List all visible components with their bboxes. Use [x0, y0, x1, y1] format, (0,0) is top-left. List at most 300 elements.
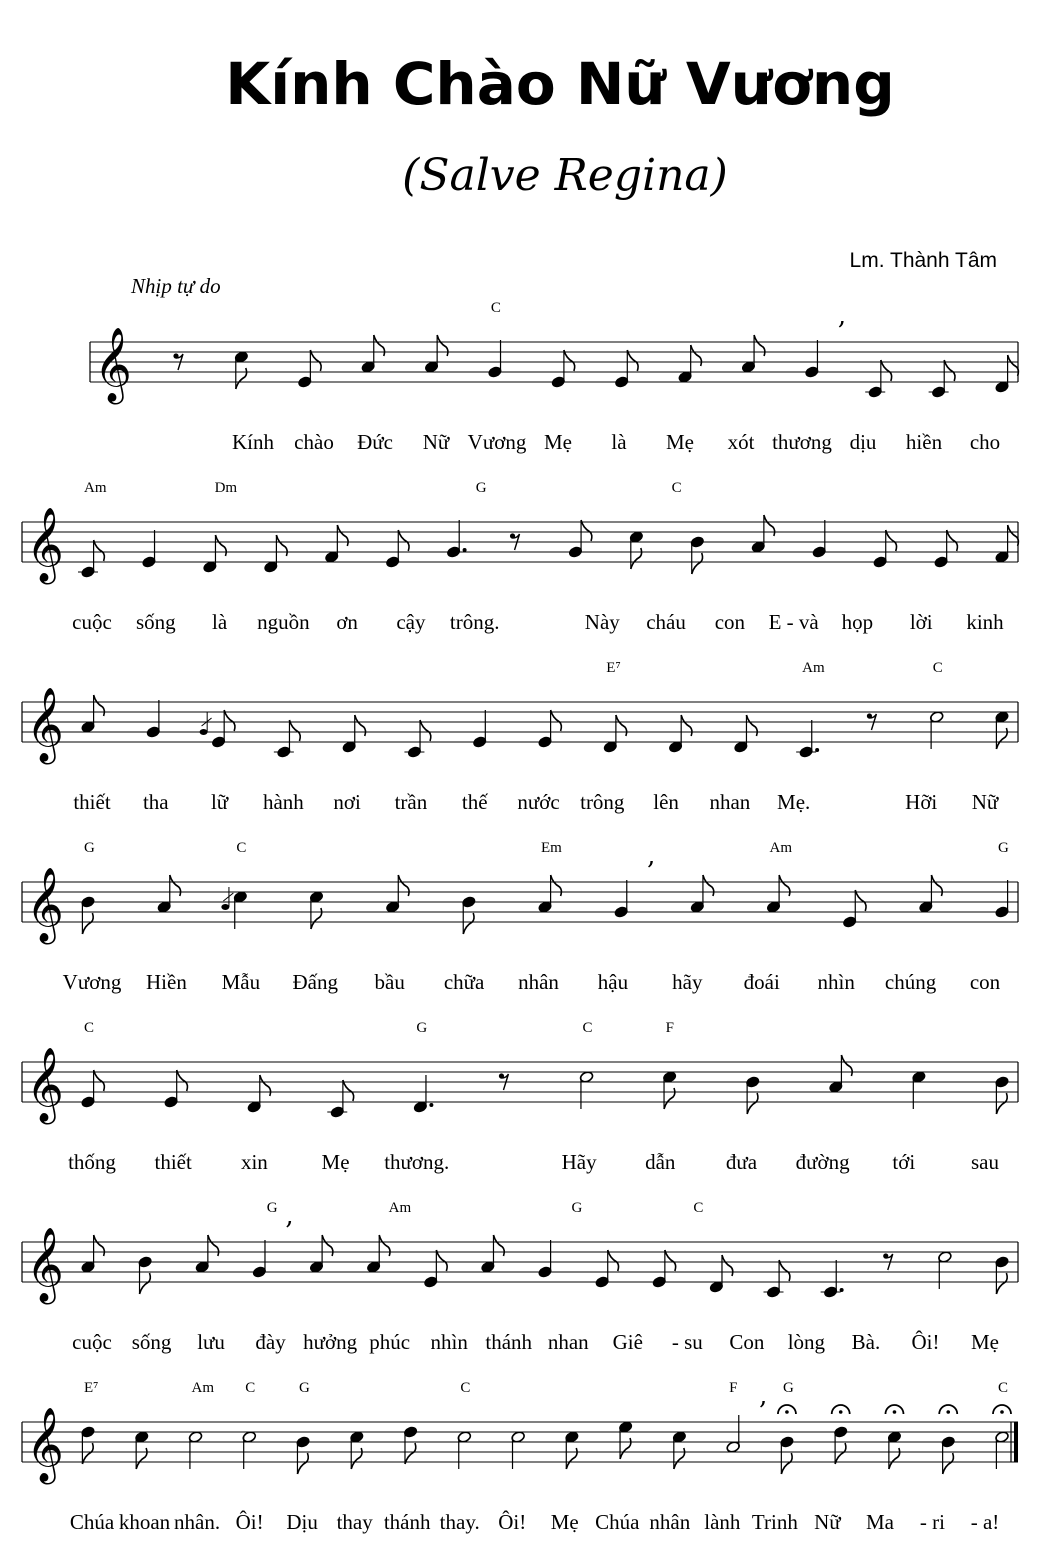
lyric-syllable: Bà.	[851, 1330, 881, 1354]
lyric-syllable: thương	[772, 430, 832, 454]
lyric-syllable: nhân.	[174, 1510, 221, 1534]
lyric-syllable: xót	[727, 430, 755, 454]
lyric-syllable: lưu	[197, 1330, 225, 1354]
note	[929, 711, 944, 749]
lyric-syllable: Con	[729, 1330, 765, 1354]
note-flag	[691, 345, 702, 366]
lyric-syllable: nơi	[333, 790, 361, 814]
chord-symbol: G	[782, 1380, 794, 1396]
lyric-syllable: Ôi!	[911, 1330, 940, 1354]
note	[551, 350, 575, 388]
note	[993, 1405, 1011, 1469]
lyric-syllable: thiết	[154, 1150, 192, 1174]
note	[751, 515, 775, 553]
lyric-syllable: thay.	[439, 1510, 480, 1534]
note-flag	[94, 695, 105, 716]
note	[263, 535, 287, 573]
lyric-syllable: thống	[68, 1150, 116, 1174]
note	[81, 695, 105, 733]
lyric-syllable: bầu	[374, 970, 405, 994]
note-flag	[764, 515, 775, 536]
note	[413, 1075, 433, 1113]
treble-clef-icon: 𝄞	[26, 868, 64, 942]
note	[690, 875, 714, 913]
chord-symbol: F	[665, 1020, 674, 1036]
lyric-syllable: hưởng	[303, 1330, 358, 1354]
chord-symbol: Em	[541, 840, 562, 856]
note-flag	[664, 1088, 675, 1109]
note	[385, 530, 409, 568]
lyric-syllable: Giê	[612, 1330, 643, 1354]
note	[865, 360, 891, 398]
augmentation-dot	[429, 1103, 433, 1107]
note	[832, 1405, 850, 1464]
lyric-syllable: Nữ	[814, 1510, 841, 1534]
note-flag	[564, 350, 575, 371]
note	[138, 1256, 153, 1294]
note	[234, 351, 249, 389]
note-flag	[943, 1453, 954, 1474]
lyric-syllable: thay	[336, 1510, 373, 1534]
note	[342, 715, 366, 753]
note-flag	[322, 1235, 333, 1256]
note	[796, 720, 819, 758]
lyric-syllable: nhan	[709, 790, 751, 814]
note	[221, 887, 247, 929]
note-flag	[566, 1448, 577, 1469]
lyric-syllable: hậu	[597, 970, 629, 994]
lyric-syllable: Mẹ	[550, 1510, 579, 1534]
chord-symbol: Am	[84, 480, 107, 496]
note	[146, 700, 161, 738]
lyric-syllable: Ma	[865, 1510, 894, 1534]
chord-symbol: G	[299, 1380, 310, 1396]
lyric-syllable: khoan	[118, 1510, 171, 1534]
chord-symbol: C	[671, 480, 682, 496]
lyric-syllable: Vương	[62, 970, 122, 994]
lyric-syllable: đoái	[743, 970, 780, 994]
note-flag	[170, 875, 181, 896]
note	[309, 891, 324, 929]
grace-note	[221, 904, 229, 910]
note-flag	[889, 1448, 900, 1469]
treble-clef-icon: 𝄞	[26, 1048, 64, 1122]
note	[929, 360, 955, 398]
note-flag	[835, 1443, 846, 1464]
note-flag	[944, 360, 955, 381]
treble-clef-icon: 𝄞	[94, 328, 132, 402]
note-flag	[82, 1443, 93, 1464]
note-flag	[681, 715, 692, 736]
note	[472, 710, 487, 748]
note	[603, 715, 627, 753]
fermata-icon	[885, 1405, 903, 1414]
staff-system-6	[22, 1200, 1018, 1354]
breath-mark-icon: ,	[647, 841, 656, 871]
note	[461, 896, 476, 934]
lyric-syllable: lòng	[787, 1330, 826, 1354]
fermata-icon	[939, 1405, 957, 1414]
treble-clef-icon: 𝄞	[26, 508, 64, 582]
chord-symbol: C	[998, 1380, 1009, 1396]
note-flag	[996, 1093, 1007, 1114]
note-flag	[398, 530, 409, 551]
lyric-syllable: cuộc	[72, 1330, 112, 1354]
treble-clef-icon: 𝄞	[26, 1408, 64, 1482]
staff-system-1	[90, 300, 1018, 454]
grace-note	[200, 729, 208, 735]
note-flag	[311, 908, 322, 929]
note-flag	[665, 1250, 676, 1271]
note	[538, 710, 562, 748]
chord-symbol: C	[693, 1200, 704, 1216]
lyric-syllable: Chúa	[69, 1510, 115, 1534]
chord-symbol: Am	[769, 840, 792, 856]
staff-system-7	[22, 1380, 1018, 1534]
chord-symbol: E⁷	[606, 660, 621, 676]
lyric-syllable: là	[611, 430, 627, 454]
note-flag	[747, 1093, 758, 1114]
note	[668, 715, 692, 753]
note-flag	[781, 1453, 792, 1474]
note	[247, 1075, 271, 1113]
note	[538, 1240, 553, 1278]
lyric-syllable: chữa	[443, 970, 485, 994]
lyric-syllable: cho	[969, 430, 1001, 454]
staff-system-4	[22, 840, 1018, 994]
lyric-syllable: đày	[255, 1330, 286, 1354]
note-flag	[722, 1255, 733, 1276]
note	[821, 1260, 844, 1298]
lyric-syllable: xin	[240, 1150, 268, 1174]
note	[200, 710, 235, 748]
note-flag	[215, 535, 226, 556]
lyric-syllable: dẫn	[645, 1150, 676, 1174]
note	[873, 530, 897, 568]
note	[885, 1405, 903, 1469]
lyric-syllable: trông	[580, 790, 625, 814]
lyric-syllable: thương.	[384, 1150, 450, 1174]
note-flag	[551, 875, 562, 896]
lyric-syllable: trông.	[449, 610, 500, 634]
note-flag	[405, 1443, 416, 1464]
note	[242, 1431, 257, 1469]
note	[672, 1431, 687, 1469]
note-flag	[260, 1075, 271, 1096]
note	[296, 1436, 311, 1474]
lyric-syllable: Nữ	[971, 790, 999, 814]
note	[995, 1256, 1010, 1294]
note-flag	[374, 335, 385, 356]
lyric-syllable: Vương	[467, 430, 527, 454]
note-flag	[631, 548, 642, 569]
note-flag	[581, 520, 592, 541]
note	[324, 525, 348, 563]
lyric-syllable: phúc	[369, 1330, 411, 1354]
note	[812, 520, 827, 558]
lyric-syllable: cuộc	[72, 610, 112, 634]
note	[918, 875, 942, 913]
augmentation-dot	[840, 1288, 844, 1292]
note	[349, 1431, 364, 1469]
lyric-syllable: thiết	[73, 790, 111, 814]
note	[457, 1431, 472, 1469]
lyric-syllable: Nữ	[422, 430, 450, 454]
note	[733, 715, 757, 753]
augmentation-dot	[463, 548, 467, 552]
note-flag	[881, 360, 892, 381]
lyric-syllable: Đức	[357, 430, 393, 454]
note	[995, 355, 1019, 393]
chord-symbol: C	[460, 1380, 471, 1396]
lyric-syllable: lành	[704, 1510, 741, 1534]
lyric-syllable: đưa	[725, 1150, 758, 1174]
note	[81, 1426, 96, 1464]
note	[327, 1080, 353, 1118]
note-flag	[224, 710, 235, 731]
note-flag	[996, 1273, 1007, 1294]
note	[995, 880, 1010, 918]
lyric-syllable: Mẹ	[971, 1330, 999, 1354]
lyric-syllable: tới	[892, 1150, 916, 1174]
note	[274, 720, 300, 758]
note	[488, 340, 503, 378]
chord-symbol: G	[571, 1200, 583, 1216]
note	[579, 1071, 594, 1109]
breath-mark-icon: ,	[759, 1381, 768, 1411]
lyric-syllable: Mẹ	[666, 430, 694, 454]
staff-system-3	[22, 660, 1018, 814]
note-flag	[886, 530, 897, 551]
note	[995, 711, 1010, 749]
note	[912, 1071, 927, 1109]
note	[134, 1431, 149, 1469]
note	[934, 530, 958, 568]
lyric-syllable: trần	[394, 790, 428, 814]
tempo-marking: Nhịp tự do	[131, 274, 221, 298]
lyric-syllable: Kính	[232, 430, 274, 454]
note-flag	[1008, 525, 1019, 546]
note-flag	[297, 1453, 308, 1474]
chord-symbol: C	[932, 660, 943, 676]
chord-symbol: E⁷	[84, 1380, 99, 1396]
lyric-syllable: cậy	[396, 610, 426, 634]
note	[78, 540, 104, 578]
lyric-syllable: - a!	[970, 1510, 1000, 1534]
note-flag	[779, 875, 790, 896]
note	[662, 1071, 677, 1109]
note-flag	[437, 335, 448, 356]
note	[764, 1260, 790, 1298]
note-flag	[236, 368, 247, 389]
note	[480, 1235, 504, 1273]
note	[614, 841, 656, 918]
lyric-syllable: Ôi!	[498, 1510, 527, 1534]
note	[202, 535, 226, 573]
note	[995, 525, 1019, 563]
fermata-icon	[832, 1405, 850, 1414]
note	[629, 531, 644, 569]
note	[385, 875, 409, 913]
note-flag	[310, 350, 321, 371]
note	[188, 1431, 203, 1469]
note	[424, 335, 448, 373]
chord-symbol: C	[84, 1020, 95, 1036]
note	[804, 301, 846, 378]
lyric-syllable: nguồn	[257, 610, 310, 634]
note	[81, 896, 96, 934]
note-flag	[398, 875, 409, 896]
lyric-syllable: Hỡi	[905, 790, 938, 814]
lyric-syllable: hành	[262, 790, 304, 814]
lyric-syllable: con	[969, 970, 1001, 994]
note-flag	[420, 720, 431, 741]
note-flag	[996, 728, 1007, 749]
note-flag	[855, 890, 866, 911]
note-flag	[674, 1448, 685, 1469]
note	[142, 530, 157, 568]
note	[423, 1250, 447, 1288]
lyric-syllable: Mẫu	[221, 970, 261, 994]
lyric-syllable: nhân	[649, 1510, 691, 1534]
chord-symbol: Am	[802, 660, 825, 676]
note	[564, 1431, 579, 1469]
note	[766, 875, 790, 913]
song-subtitle: (Salve Regina)	[402, 150, 728, 201]
chord-symbol: C	[236, 840, 247, 856]
lyric-syllable: Dịu	[286, 1510, 318, 1534]
note	[446, 520, 466, 558]
note-flag	[136, 1448, 147, 1469]
chord-symbol: C	[245, 1380, 256, 1396]
note-flag	[337, 525, 348, 546]
note-flag	[692, 553, 703, 574]
lyric-syllable: lữ	[210, 790, 229, 814]
note-flag	[841, 1055, 852, 1076]
note	[157, 875, 181, 913]
note	[538, 875, 562, 913]
staff-systems	[22, 300, 1018, 1534]
note	[81, 1070, 105, 1108]
treble-clef-icon: 𝄞	[26, 688, 64, 762]
note	[618, 1421, 633, 1459]
augmentation-dot	[815, 748, 819, 752]
note	[404, 720, 430, 758]
note	[939, 1405, 957, 1474]
lyric-syllable: sau	[971, 1150, 999, 1174]
note-flag	[208, 1235, 219, 1256]
lyric-syllable: Mẹ	[544, 430, 572, 454]
note	[652, 1250, 676, 1288]
note-flag	[493, 1235, 504, 1256]
note	[741, 335, 765, 373]
staff-system-2	[22, 480, 1018, 634]
lyric-syllable: nhan	[547, 1330, 589, 1354]
note	[614, 350, 638, 388]
lyric-syllable: cháu	[646, 610, 686, 634]
note	[309, 1235, 333, 1273]
note	[568, 520, 592, 558]
note	[709, 1255, 733, 1293]
note-flag	[620, 1438, 631, 1459]
lyric-syllable: chào	[294, 430, 334, 454]
note-flag	[931, 875, 942, 896]
chord-symbol: C	[490, 300, 501, 316]
lyric-syllable: - ri	[919, 1510, 946, 1534]
note-flag	[94, 540, 105, 561]
note	[745, 1076, 760, 1114]
note	[81, 1235, 105, 1273]
lyric-syllable: nhân	[518, 970, 559, 994]
chord-symbol: F	[729, 1380, 738, 1396]
staff-system-5	[22, 1020, 1018, 1174]
note-flag	[94, 1235, 105, 1256]
lyric-syllable: - su	[671, 1330, 703, 1354]
chord-symbol: G	[266, 1200, 278, 1216]
final-barline-thick	[1014, 1422, 1018, 1462]
chord-symbol: Am	[191, 1380, 215, 1396]
note-flag	[351, 1448, 362, 1469]
note-flag	[177, 1070, 188, 1091]
note-flag	[140, 1273, 151, 1294]
note	[366, 1235, 390, 1273]
note-flag	[1008, 355, 1019, 376]
note	[195, 1235, 219, 1273]
chord-symbol: G	[475, 480, 487, 496]
note-flag	[616, 715, 627, 736]
note	[164, 1070, 188, 1108]
lyric-syllable: tha	[142, 790, 169, 814]
note-flag	[779, 1260, 790, 1281]
note	[511, 1431, 526, 1469]
note	[778, 1405, 796, 1474]
note	[828, 1055, 852, 1093]
lyric-syllable: kinh	[966, 610, 1004, 634]
lyric-syllable: Mẹ.	[777, 790, 811, 814]
note	[842, 890, 866, 928]
chord-symbol: Dm	[214, 480, 238, 496]
note	[937, 1251, 952, 1289]
lyric-syllable: Mẹ	[321, 1150, 350, 1174]
note-flag	[436, 1250, 447, 1271]
lyric-syllable: sống	[131, 1330, 172, 1354]
chord-symbol: Am	[388, 1200, 412, 1216]
note-flag	[289, 720, 300, 741]
note-flag	[703, 875, 714, 896]
lyric-syllable: nhìn	[817, 970, 855, 994]
lyric-syllable: hãy	[672, 970, 703, 994]
lyric-syllable: đường	[795, 1150, 850, 1174]
lyric-syllable: Này	[584, 610, 620, 634]
note-flag	[355, 715, 366, 736]
chord-symbol: G	[84, 840, 95, 856]
chord-symbol: C	[582, 1020, 593, 1036]
note	[297, 350, 321, 388]
lyric-syllable: Ôi!	[235, 1510, 264, 1534]
note	[361, 335, 385, 373]
lyric-syllable: nước	[517, 790, 560, 814]
breath-mark-icon: ,	[837, 301, 847, 331]
lyric-syllable: Chúa	[595, 1510, 640, 1534]
note-flag	[551, 710, 562, 731]
composer: Lm. Thành Tâm	[849, 249, 997, 272]
breath-mark-icon: ,	[285, 1201, 294, 1231]
lyric-syllable: họp	[841, 610, 874, 634]
grace-slash	[223, 893, 233, 901]
lyric-syllable: nhìn	[430, 1330, 468, 1354]
lyric-syllable: E - và	[768, 610, 819, 634]
lyric-syllable: lời	[909, 610, 933, 634]
